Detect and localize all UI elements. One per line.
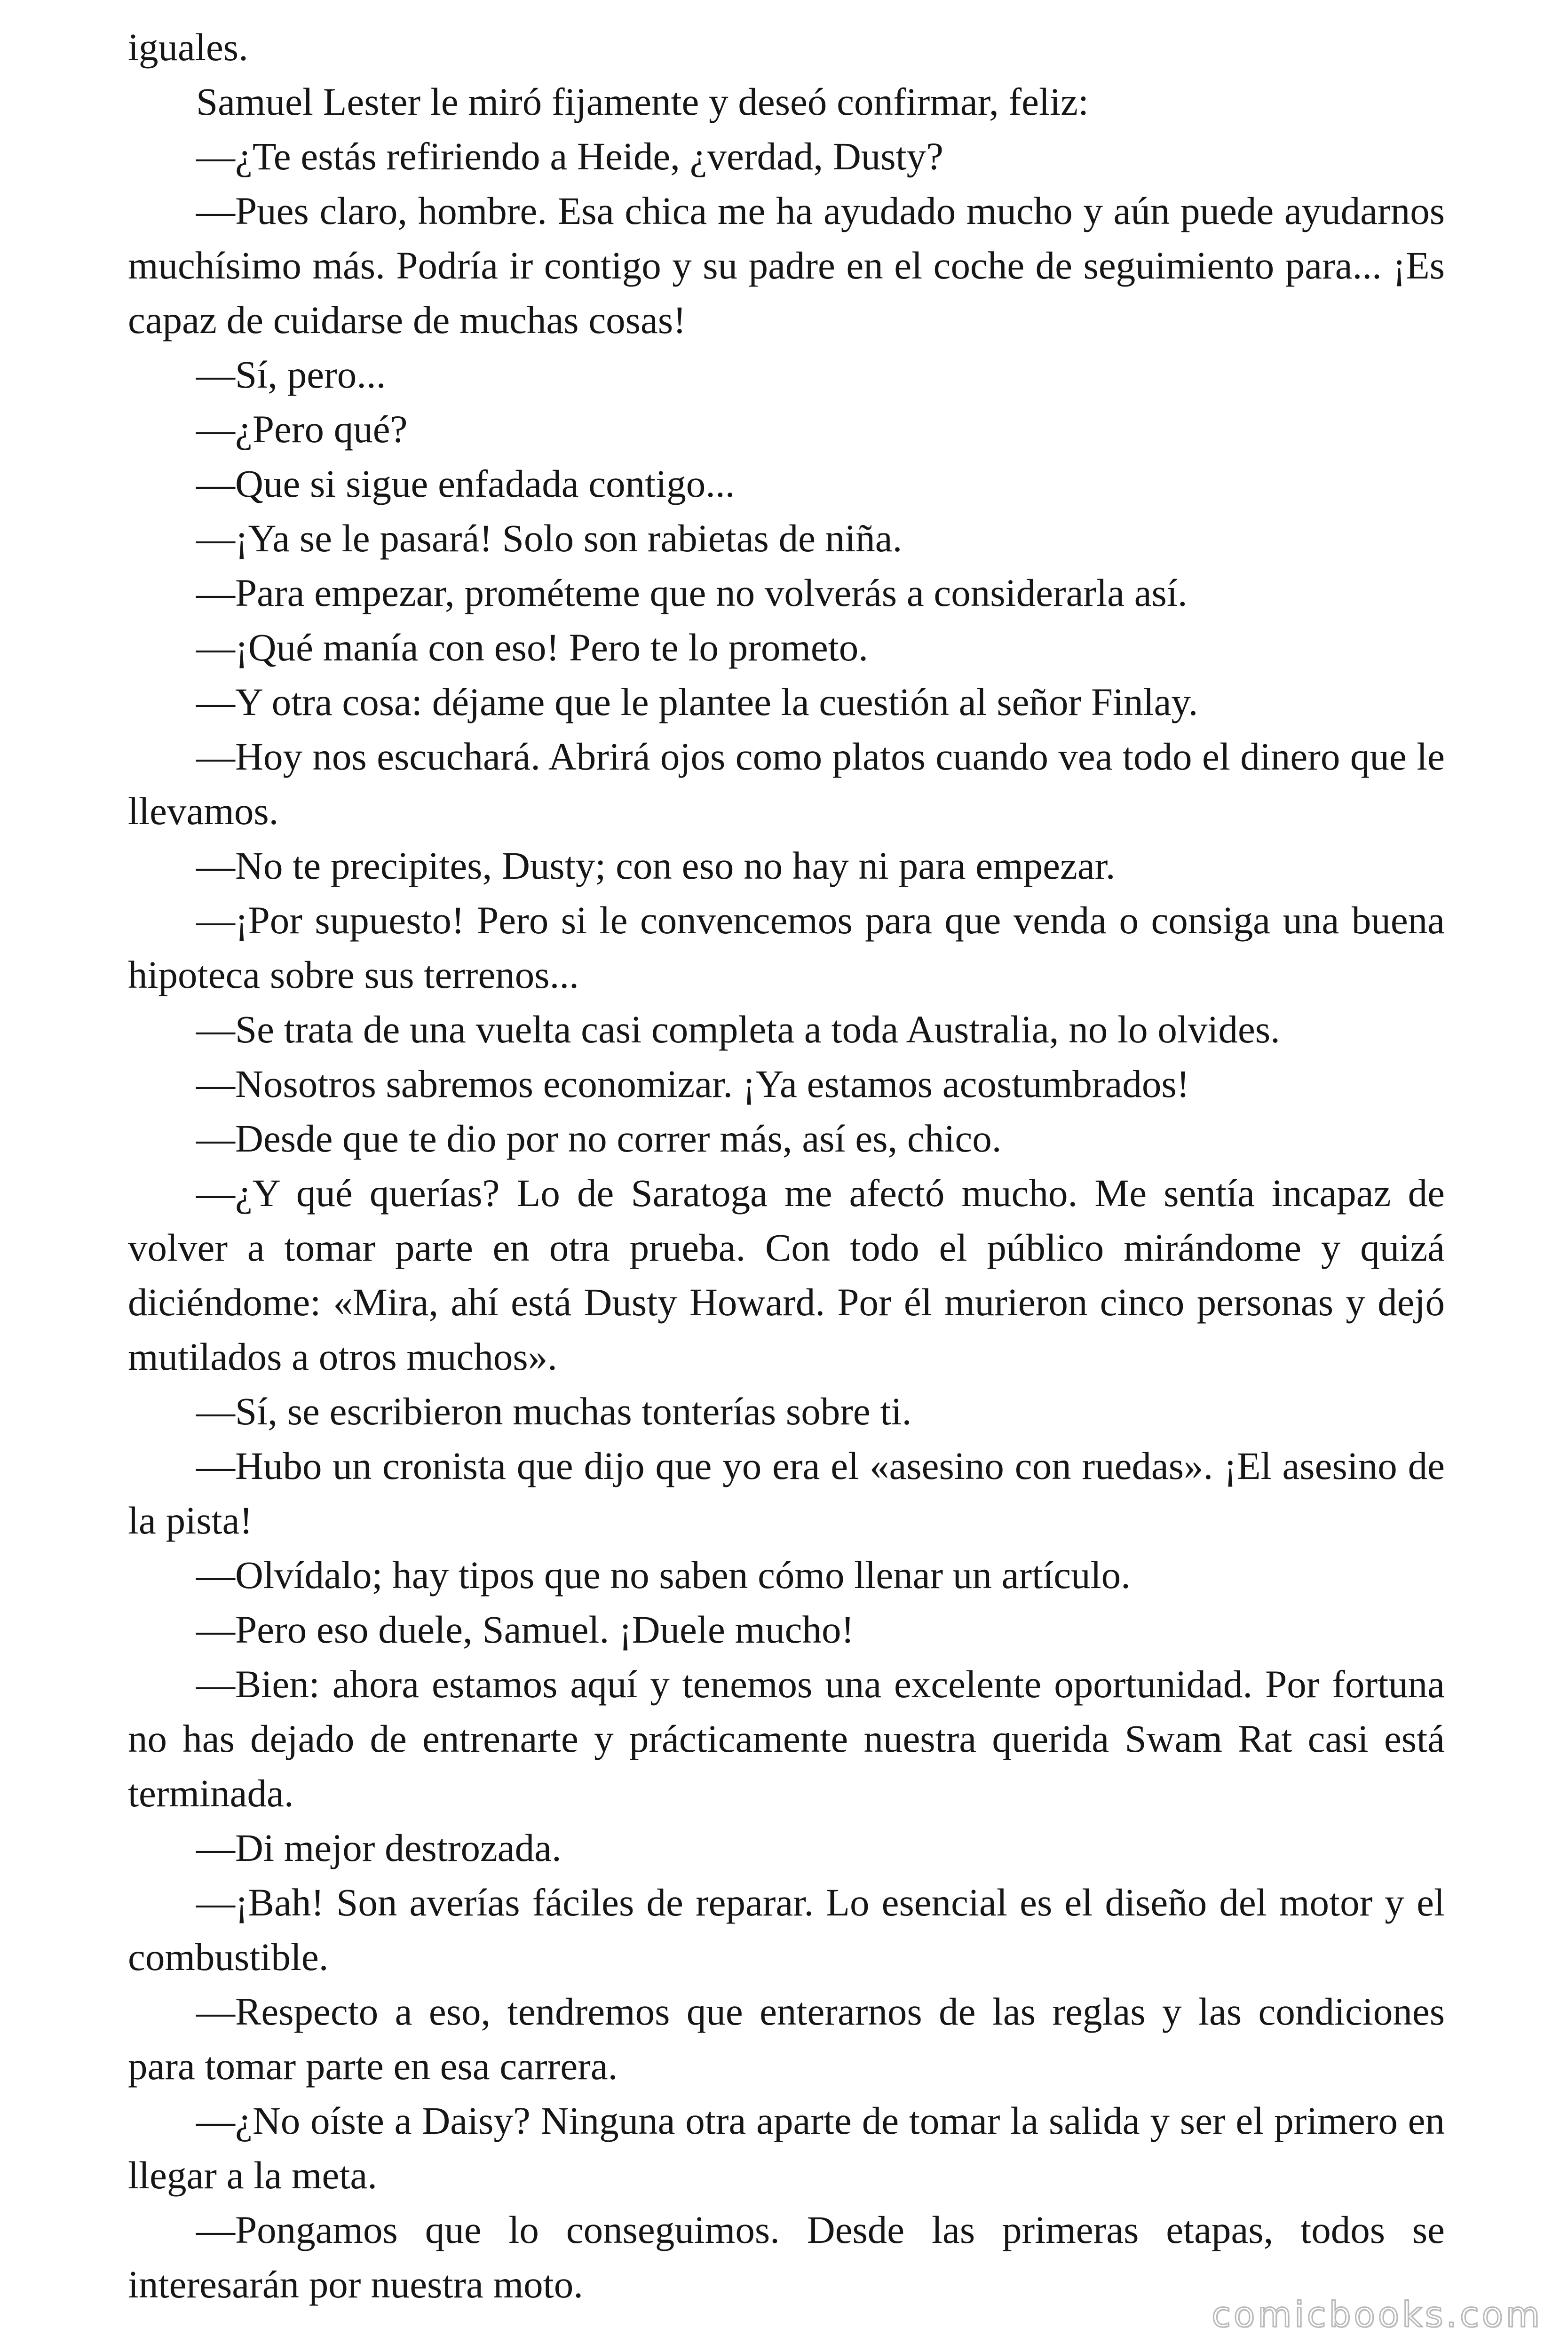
dialogue-line: —Sí, se escribieron muchas tonterías sobre ti. — [196, 1390, 912, 1433]
dialogue-line: —¿No oíste a Daisy? Ninguna otra aparte de tomar la salida y ser el primero en llegar a la meta. — [128, 2099, 1445, 2197]
paragraph: Samuel Lester le miró fijamente y deseó confirmar, feliz: — [196, 80, 1089, 123]
dialogue-line: —¿Pero qué? — [196, 407, 408, 451]
dialogue-line: —Se trata de una vuelta casi completa a toda Australia, no lo olvides. — [196, 1008, 1280, 1051]
dialogue-line: —Desde que te dio por no correr más, así es, chico. — [196, 1117, 1002, 1160]
watermark-logo: comicbooks.com — [1212, 2295, 1543, 2335]
dialogue-line: —Pongamos que lo conseguimos. Desde las primeras etapas, todos se interesarán por nuestra moto. — [128, 2208, 1445, 2306]
dialogue-line: —Di mejor destrozada. — [196, 1826, 562, 1869]
dialogue-line: —¡Ya se le pasará! Solo son rabietas de niña. — [196, 516, 903, 560]
dialogue-line: —Hoy nos escuchará. Abrirá ojos como platos cuando vea todo el dinero que le llevamos. — [128, 735, 1445, 833]
dialogue-line: —Y otra cosa: déjame que le plantee la cuestión al señor Finlay. — [196, 680, 1198, 723]
dialogue-line: —Respecto a eso, tendremos que enterarnos de las reglas y las condiciones para tomar parte en esa carrera. — [128, 1990, 1445, 2088]
dialogue-line: —Hubo un cronista que dijo que yo era el «asesino con ruedas». ¡El asesino de la pista! — [128, 1444, 1445, 1542]
dialogue-line: —Pero eso duele, Samuel. ¡Duele mucho! — [196, 1608, 855, 1651]
dialogue-line: —Que si sigue enfadada contigo... — [196, 462, 735, 505]
dialogue-line: —No te precipites, Dusty; con eso no hay ni para empezar. — [196, 844, 1116, 887]
dialogue-line: —¿Y qué querías? Lo de Saratoga me afectó mucho. Me sentía incapaz de volver a tomar parte en otra prueba. Con todo el público mirándome y quizá diciéndome: «Mira, ahí está Dusty Howard. Por él murieron cinco personas y dejó mutilados a otros muchos». — [128, 1171, 1445, 1378]
dialogue-line: —Bien: ahora estamos aquí y tenemos una excelente oportunidad. Por fortuna no has dejado de entrenarte y prácticamente nuestra querida Swam Rat casi está terminada. — [128, 1662, 1445, 1815]
dialogue-line: —¡Bah! Son averías fáciles de reparar. Lo esencial es el diseño del motor y el combustible. — [128, 1881, 1445, 1979]
dialogue-line: —¡Qué manía con eso! Pero te lo prometo. — [196, 626, 869, 669]
dialogue-line: —Olvídalo; hay tipos que no saben cómo llenar un artículo. — [196, 1553, 1131, 1597]
dialogue-line: —Sí, pero... — [196, 353, 386, 396]
dialogue-line: —Para empezar, prométeme que no volverás a considerarla así. — [196, 571, 1188, 614]
paragraph: iguales. — [128, 25, 248, 69]
dialogue-line: —Pues claro, hombre. Esa chica me ha ayudado mucho y aún puede ayudarnos muchísimo más. Podría ir contigo y su padre en el coche de seguimiento para... ¡Es capaz de cuidarse de muchas cosas! — [128, 189, 1445, 342]
dialogue-line: —¿Te estás refiriendo a Heide, ¿verdad, Dusty? — [196, 135, 943, 178]
dialogue-line: —Nosotros sabremos economizar. ¡Ya estamos acostumbrados! — [196, 1062, 1190, 1105]
book-page-text — [128, 20, 1445, 2312]
dialogue-line: —¡Por supuesto! Pero si le convencemos para que venda o consiga una buena hipoteca sobre sus terrenos... — [128, 898, 1445, 996]
